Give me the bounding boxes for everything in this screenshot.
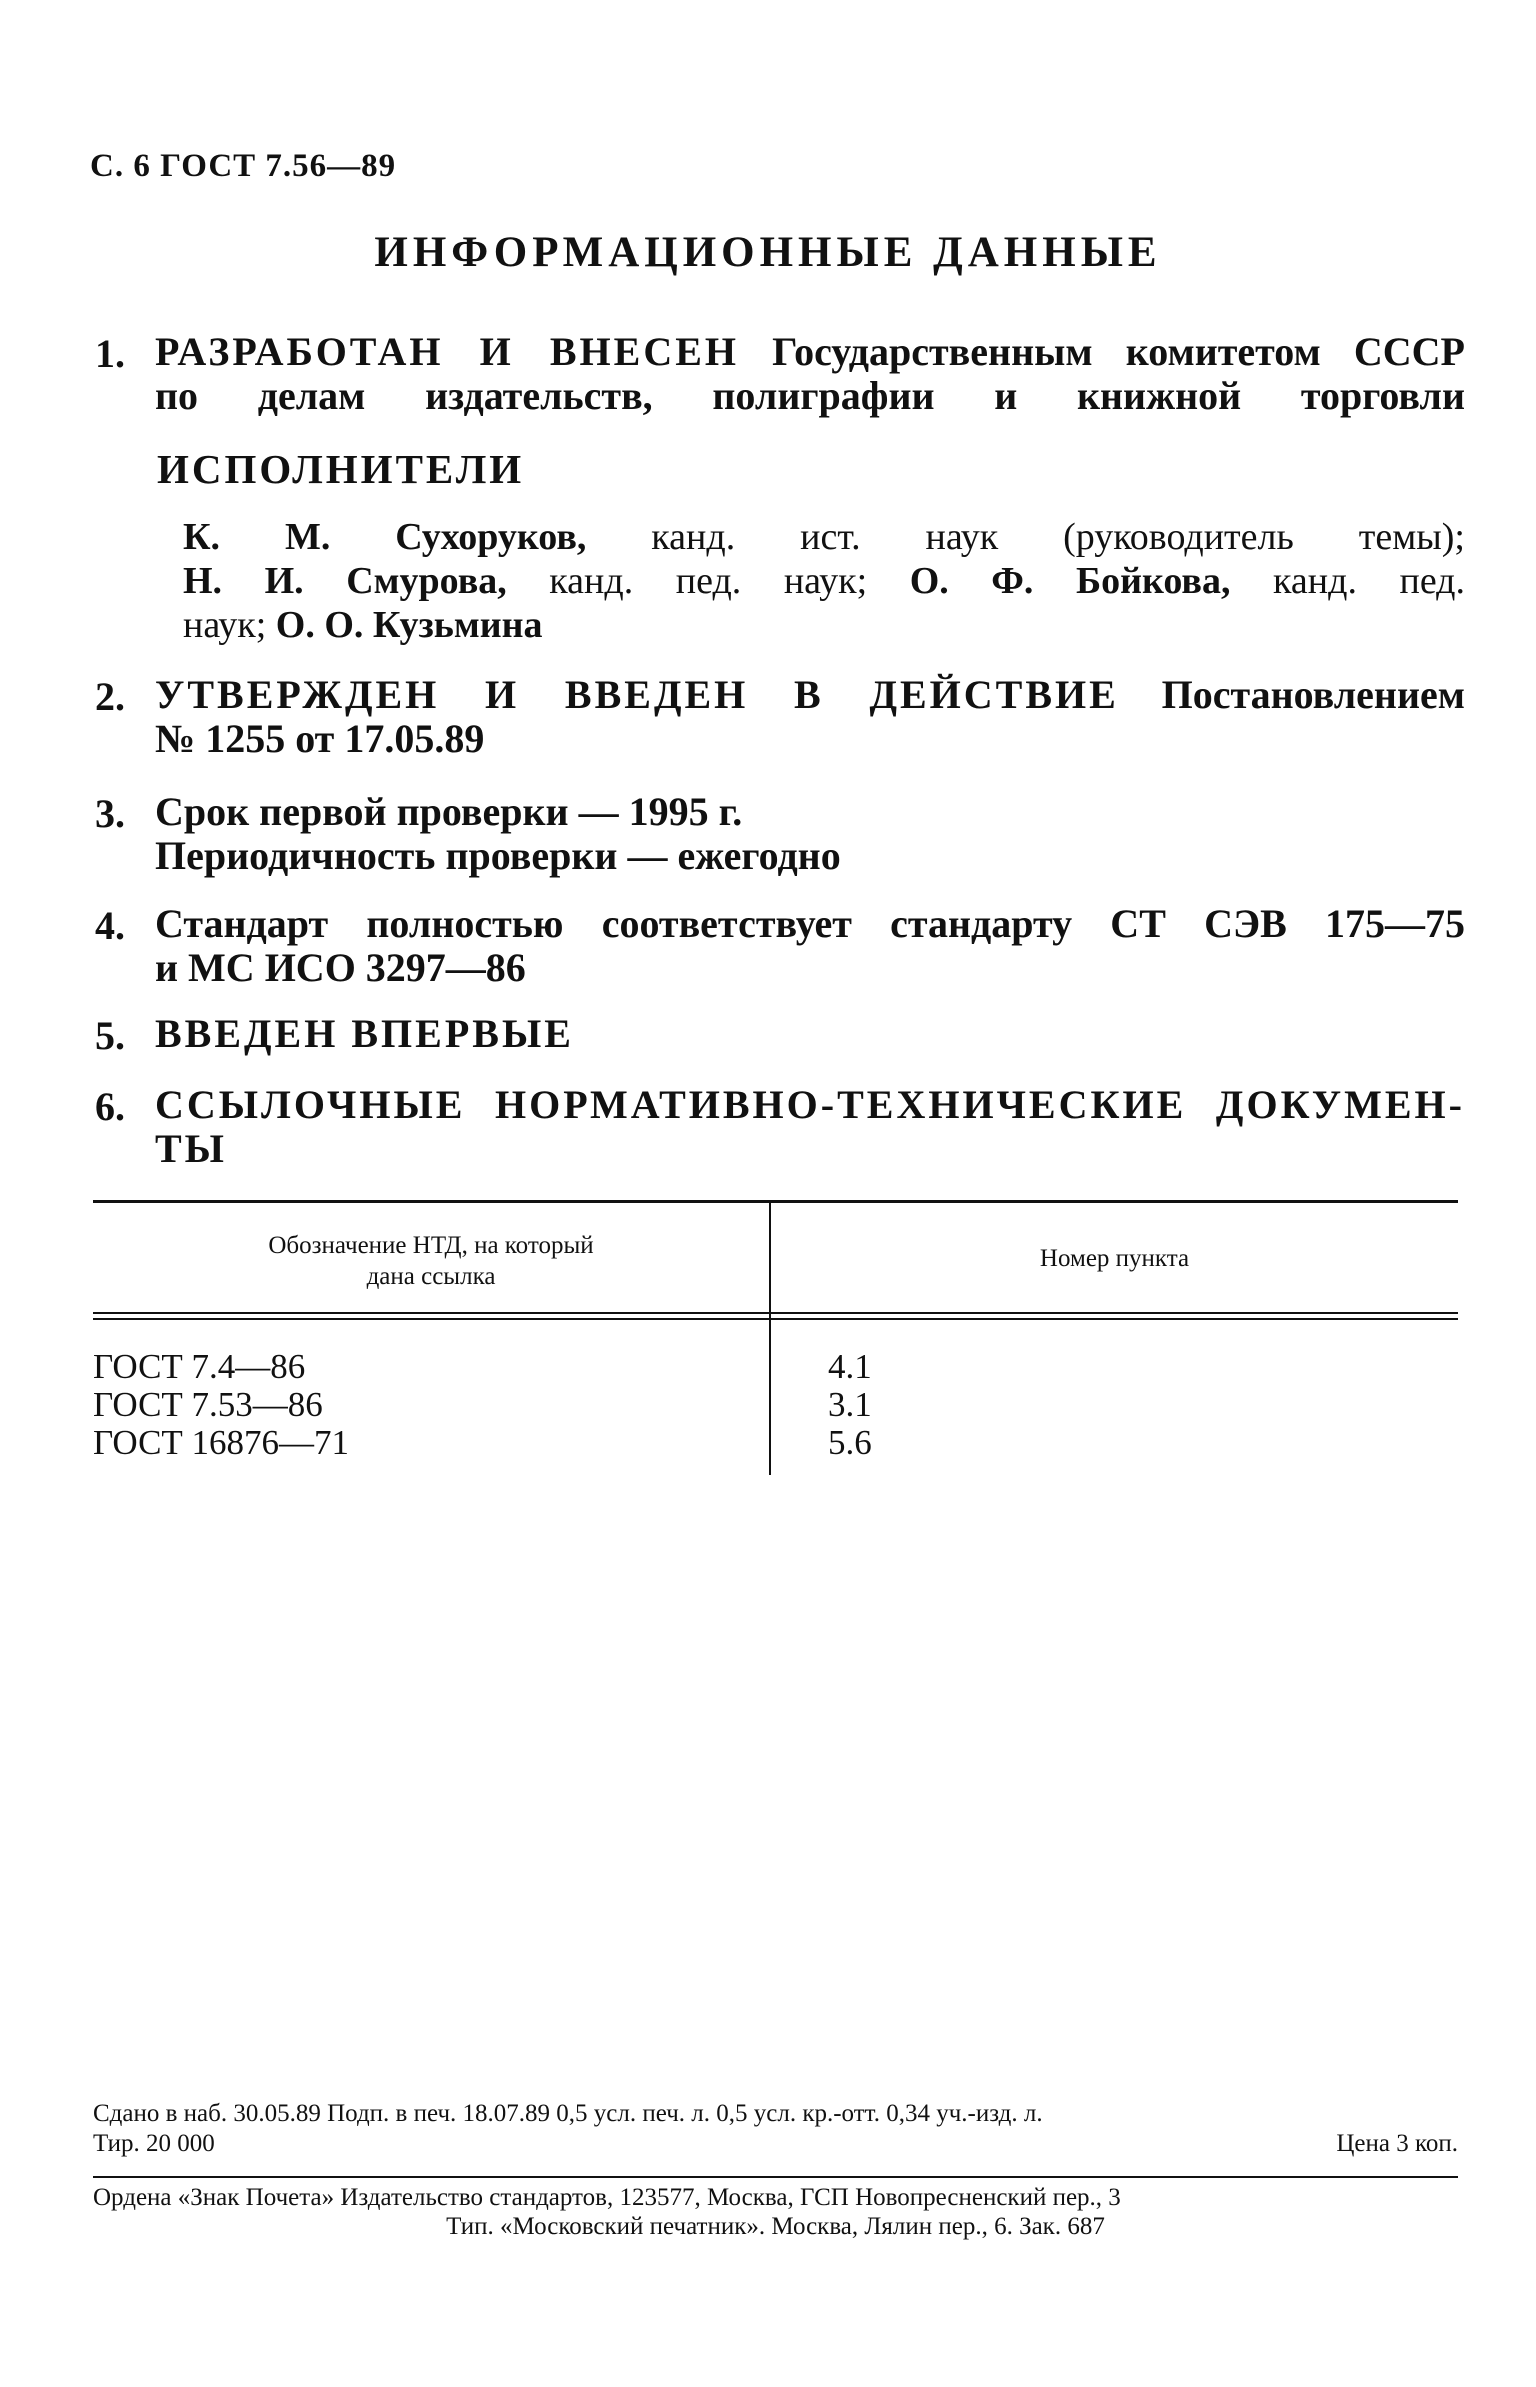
- table-column-divider: [769, 1203, 771, 1475]
- performers-heading: ИСПОЛНИТЕЛИ: [157, 446, 525, 492]
- table-column-documents: [93, 1348, 349, 1462]
- item-number: 4.: [95, 903, 125, 948]
- item-text: ССЫЛОЧНЫЕ НОРМАТИВНО-ТЕХНИЧЕСКИЕ ДОКУМЕН-: [155, 1082, 1465, 1127]
- printer-line: Тип. «Московский печатник». Москва, Лялин пер., 6. Зак. 687: [446, 2213, 1105, 2240]
- table-cell-point: 3.1: [828, 1385, 872, 1424]
- table-rule: [93, 1318, 1458, 1320]
- item-text: ТЫ: [155, 1126, 227, 1171]
- performers-line: [183, 559, 1465, 603]
- publisher-line: Ордена «Знак Почета» Издательство стандартов, 123577, Москва, ГСП Новопресненский пер., 3: [93, 2184, 1121, 2211]
- item-number: 6.: [95, 1084, 125, 1129]
- table-cell-point: 4.1: [828, 1347, 872, 1386]
- performer-degree: наук;: [183, 604, 267, 646]
- item-line: [155, 330, 1465, 374]
- item-text: и МС ИСО 3297—86: [155, 945, 526, 990]
- imprint-line: [93, 2130, 1458, 2160]
- item-text: Стандарт полностью соответствует стандарту СТ СЭВ 175—75: [155, 901, 1465, 946]
- item-number: 3.: [95, 791, 125, 836]
- performer-name: О. О. Кузьмина: [275, 604, 543, 646]
- references-table: [93, 1200, 1458, 1480]
- performer-name: К. М. Сухоруков,: [183, 516, 587, 558]
- table-cell-doc: ГОСТ 16876—71: [93, 1423, 350, 1462]
- performer-name: Н. И. Смурова,: [183, 560, 507, 602]
- item-text: № 1255 от 17.05.89: [155, 716, 485, 761]
- table-cell-doc: ГОСТ 7.53—86: [93, 1385, 323, 1424]
- item-number: 5.: [95, 1013, 125, 1058]
- item-line: [155, 673, 1465, 717]
- performer-name: О. Ф. Бойкова,: [909, 560, 1231, 602]
- table-header-designation: Обозначение НТД, на который дана ссылка: [268, 1232, 594, 1290]
- performers-list: [183, 515, 1465, 647]
- table-rule: [93, 1200, 1458, 1203]
- table-cell-point: 5.6: [828, 1423, 872, 1462]
- imprint-line: Сдано в наб. 30.05.89 Подп. в печ. 18.07.89 0,5 усл. печ. л. 0,5 усл. кр.-отт. 0,34 уч.-изд. л.: [93, 2100, 1043, 2127]
- imprint-rule: [93, 2176, 1458, 2178]
- performer-degree: канд. пед.: [1273, 560, 1466, 602]
- item-text: Постановлением: [1161, 672, 1466, 717]
- table-rule: [93, 1312, 1458, 1314]
- table-cell-doc: ГОСТ 7.4—86: [93, 1347, 306, 1386]
- performer-degree: канд. пед. наук;: [549, 560, 868, 602]
- table-column-points: [828, 1348, 872, 1462]
- item-lead: РАЗРАБОТАН И ВНЕСЕН: [155, 329, 740, 374]
- item-text: по делам издательств, полиграфии и книжной торговли: [155, 373, 1465, 418]
- item-lead: УТВЕРЖДЕН И ВВЕДЕН В ДЕЙСТВИЕ: [155, 672, 1119, 717]
- item-number: 2.: [95, 674, 125, 719]
- item-text: Периодичность проверки — ежегодно: [155, 833, 841, 878]
- page-title: ИНФОРМАЦИОННЫЕ ДАННЫЕ: [374, 229, 1162, 276]
- print-run: Тир. 20 000: [93, 2130, 215, 2157]
- item-number: 1.: [95, 331, 125, 376]
- publisher-block: [93, 2183, 1458, 2241]
- table-header-point: Номер пункта: [1039, 1245, 1190, 1272]
- performers-line: [183, 515, 1465, 559]
- performers-line: [183, 603, 1465, 647]
- item-text: Срок первой проверки — 1995 г.: [155, 789, 743, 834]
- item-lead: ВВЕДЕН ВПЕРВЫЕ: [155, 1011, 574, 1056]
- imprint-block: [93, 2100, 1458, 2160]
- performer-degree: канд. ист. наук (руководитель темы);: [651, 516, 1465, 558]
- price: Цена 3 коп.: [1336, 2130, 1458, 2157]
- page-header: С. 6 ГОСТ 7.56—89: [90, 148, 397, 184]
- item-text: Государственным комитетом СССР: [772, 329, 1465, 374]
